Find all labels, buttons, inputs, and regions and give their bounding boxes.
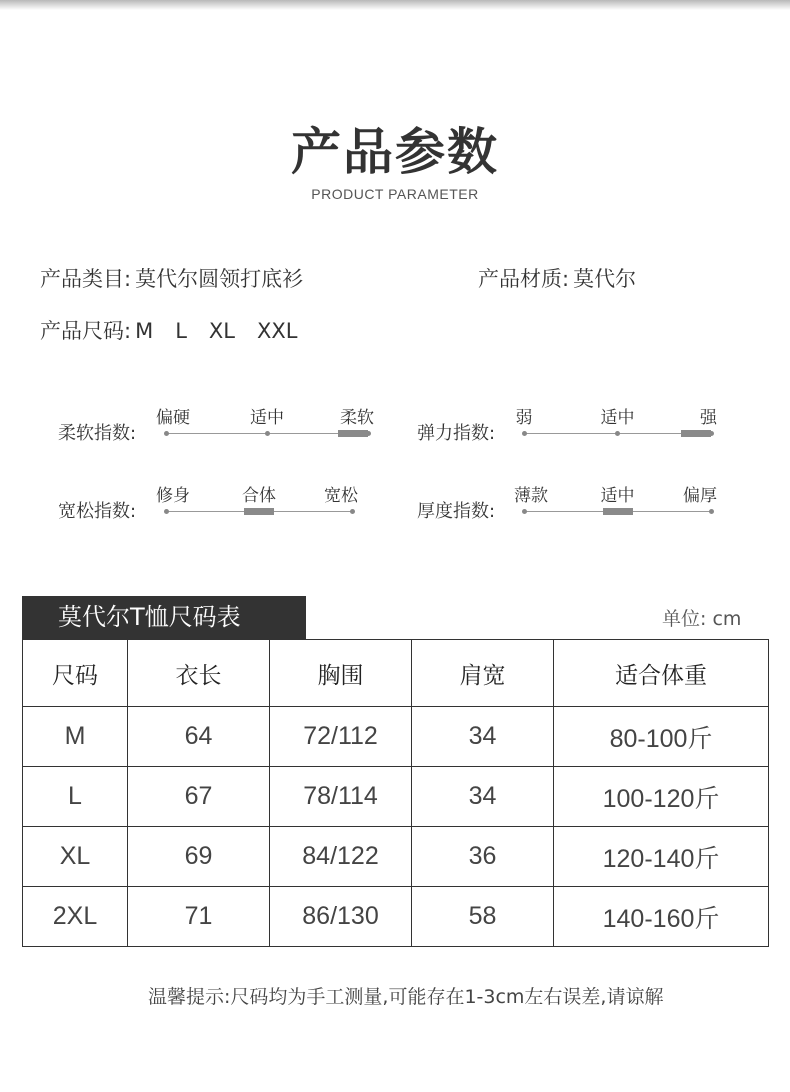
column-header: 肩宽 [412,640,554,707]
scale-option-label: 薄款 [514,486,548,506]
category-value: 莫代尔圆领打底衫 [135,267,304,291]
table-cell: 140-160斤 [554,887,769,947]
scale-option-label: 偏厚 [683,486,717,506]
table-cell: 58 [412,887,554,947]
table-cell: 72/112 [270,707,412,767]
table-cell: 86/130 [270,887,412,947]
scale-label: 厚度指数: [417,501,496,522]
top-shadow [0,0,790,10]
table-cell: 36 [412,827,554,887]
scale-option-label: 适中 [600,486,635,506]
table-cell: 34 [412,767,554,827]
size-row [40,315,319,345]
scale-dot [522,509,527,514]
scale-dot [350,509,355,514]
scale-selected-marker [603,508,633,515]
table-row [23,827,769,887]
scale-dot [615,431,620,436]
size-table [22,639,769,947]
scale-dot [522,431,527,436]
column-header: 胸围 [270,640,412,707]
scale-dot [265,431,270,436]
scale-label: 弹力指数: [417,423,496,444]
scale-selected-marker [338,430,368,437]
scale-option-label: 适中 [250,408,284,428]
scale-selected-marker [244,508,274,515]
table-cell: 84/122 [270,827,412,887]
table-cell: 120-140斤 [554,827,769,887]
scale-dot [164,431,169,436]
scale-option-label: 宽松 [324,486,358,506]
scale-option-label: 柔软 [340,408,374,428]
size-option: XXL [257,319,298,343]
scale-option-label: 修身 [156,486,190,506]
table-cell: 78/114 [270,767,412,827]
scale-selected-marker [681,430,711,437]
category-label: 产品类目: [40,267,132,291]
table-row [23,707,769,767]
table-cell: 80-100斤 [554,707,769,767]
table-row [23,887,769,947]
scale-option-label: 强 [700,408,717,428]
scale-dot [164,509,169,514]
scale-label: 柔软指数: [58,423,137,444]
table-header-row [23,640,769,707]
table-cell: M [23,707,128,767]
table-row [23,767,769,827]
column-header: 适合体重 [554,640,769,707]
table-cell: XL [23,827,128,887]
size-option: XL [208,319,235,343]
table-cell: 64 [128,707,270,767]
unit-label: 单位: cm [662,608,742,630]
material-label: 产品材质: [478,267,570,291]
page-title: 产品参数 [291,123,499,181]
measurement-note: 温馨提示:尺码均为手工测量,可能存在1-3cm左右误差,请谅解 [148,986,664,1008]
table-cell: 2XL [23,887,128,947]
table-cell: L [23,767,128,827]
size-option: L [175,319,187,343]
scale-label: 宽松指数: [58,501,137,522]
table-title: 莫代尔T恤尺码表 [22,596,306,639]
scale-option-label: 合体 [242,486,276,506]
scale-option-label: 弱 [515,408,533,428]
size-option: M [135,319,154,343]
column-header: 尺码 [23,640,128,707]
scale-option-label: 偏硬 [156,408,190,428]
category-row [40,263,303,293]
material-row [478,263,636,293]
scale-option-label: 适中 [600,408,635,428]
table-cell: 71 [128,887,270,947]
table-cell: 34 [412,707,554,767]
table-cell: 100-120斤 [554,767,769,827]
scale-dot [709,509,714,514]
size-label: 产品尺码: [40,319,132,343]
page-subtitle: PRODUCT PARAMETER [311,186,479,202]
table-cell: 67 [128,767,270,827]
column-header: 衣长 [128,640,270,707]
material-value: 莫代尔 [573,267,637,291]
table-cell: 69 [128,827,270,887]
